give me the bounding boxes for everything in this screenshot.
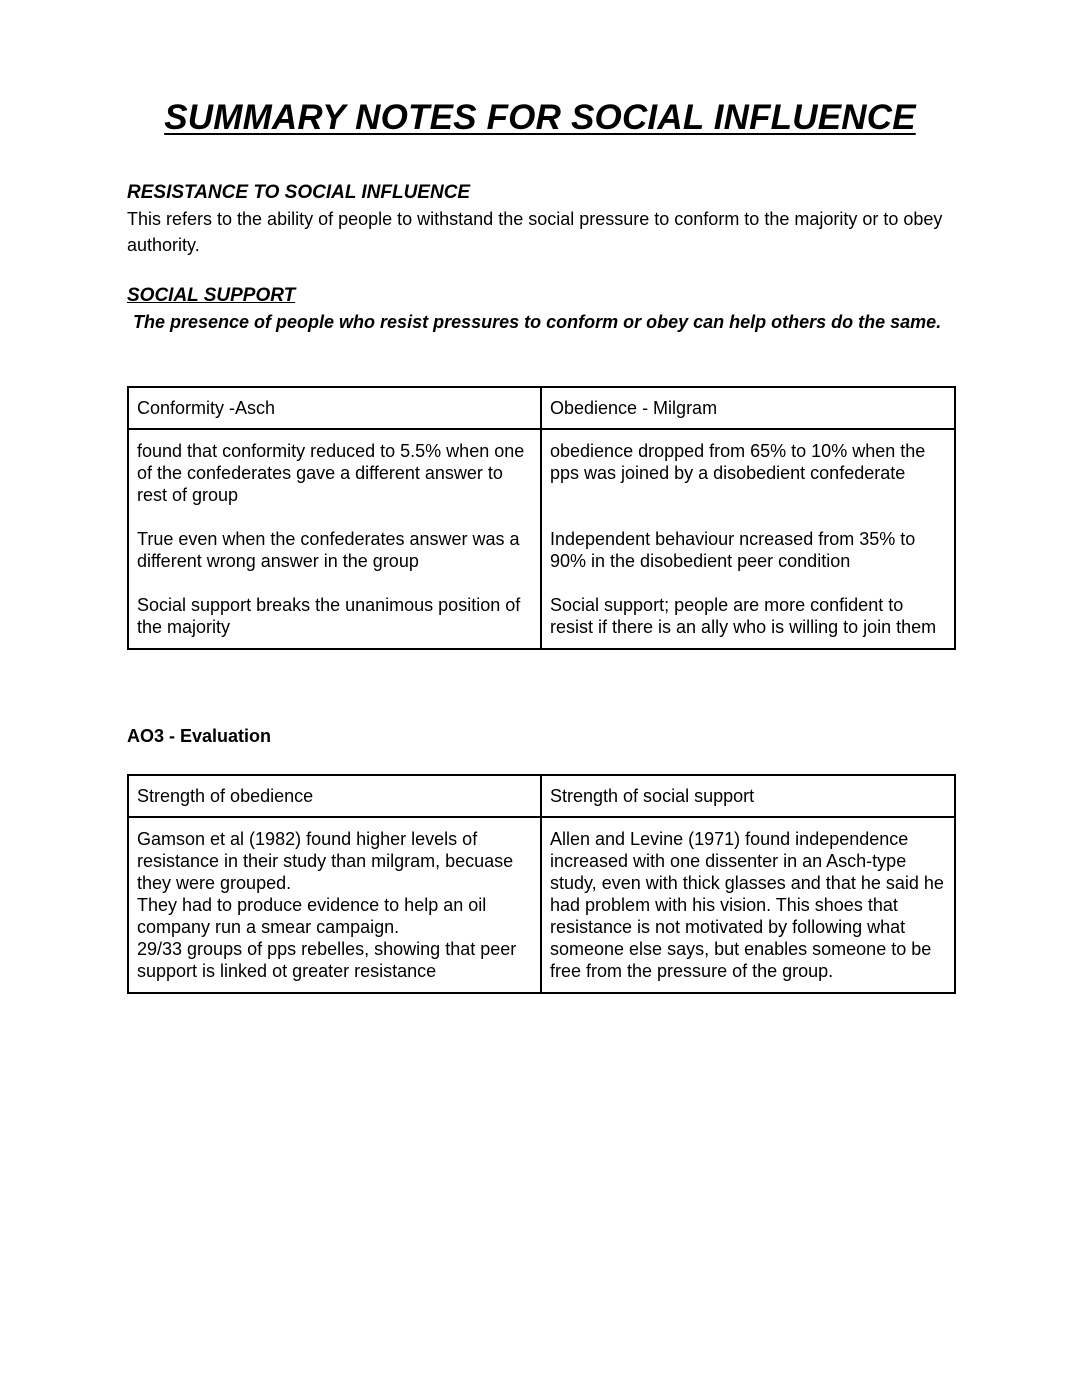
evaluation-cell-left bbox=[128, 817, 541, 993]
evaluation-cell-right: Allen and Levine (1971) found independence increased with one dissenter in an Asch-type study, even with thick glasses and that he said he had problem with his vision. This shoes that resistance is not motivated by following what someone else says, but enables someone to be free from the pressure of the group. bbox=[541, 817, 955, 993]
table-cell: Social support breaks the unanimous position of the majority bbox=[128, 572, 541, 649]
resistance-definition: This refers to the ability of people to withstand the social pressure to conform to the majority or to obey authority. bbox=[127, 209, 943, 255]
table-header-strength-social-support: Strength of social support bbox=[541, 775, 955, 817]
table-cell: Social support; people are more confident to resist if there is an ally who is willing to join them bbox=[541, 572, 955, 649]
evaluation-left-line: Gamson et al (1982) found higher levels of resistance in their study than milgram, becuase they were grouped. bbox=[137, 829, 514, 893]
social-support-definition: The presence of people who resist pressures to conform or obey can help others do the same. bbox=[133, 312, 942, 332]
table-header-obedience: Obedience - Milgram bbox=[541, 387, 955, 429]
evaluation-left-line: 29/33 groups of pps rebelles, showing that peer support is linked ot greater resistance bbox=[137, 939, 517, 981]
resistance-heading: RESISTANCE TO SOCIAL INFLUENCE bbox=[127, 182, 471, 203]
page-title: SUMMARY NOTES FOR SOCIAL INFLUENCE bbox=[164, 98, 916, 137]
table-cell: obedience dropped from 65% to 10% when the pps was joined by a disobedient confederate bbox=[541, 429, 955, 506]
table-header-strength-obedience: Strength of obedience bbox=[128, 775, 541, 817]
evaluation-heading: AO3 - Evaluation bbox=[127, 726, 272, 746]
resistance-comparison-table bbox=[127, 386, 956, 650]
social-support-heading: SOCIAL SUPPORT bbox=[127, 285, 296, 306]
table-cell: found that conformity reduced to 5.5% when one of the confederates gave a different answer to rest of group bbox=[128, 429, 541, 506]
evaluation-table bbox=[127, 774, 956, 994]
table-cell: Independent behaviour ncreased from 35% to 90% in the disobedient peer condition bbox=[541, 506, 955, 572]
table-header-conformity: Conformity -Asch bbox=[128, 387, 541, 429]
table-cell: True even when the confederates answer was a different wrong answer in the group bbox=[128, 506, 541, 572]
evaluation-left-line: They had to produce evidence to help an oil company run a smear campaign. bbox=[137, 895, 487, 937]
